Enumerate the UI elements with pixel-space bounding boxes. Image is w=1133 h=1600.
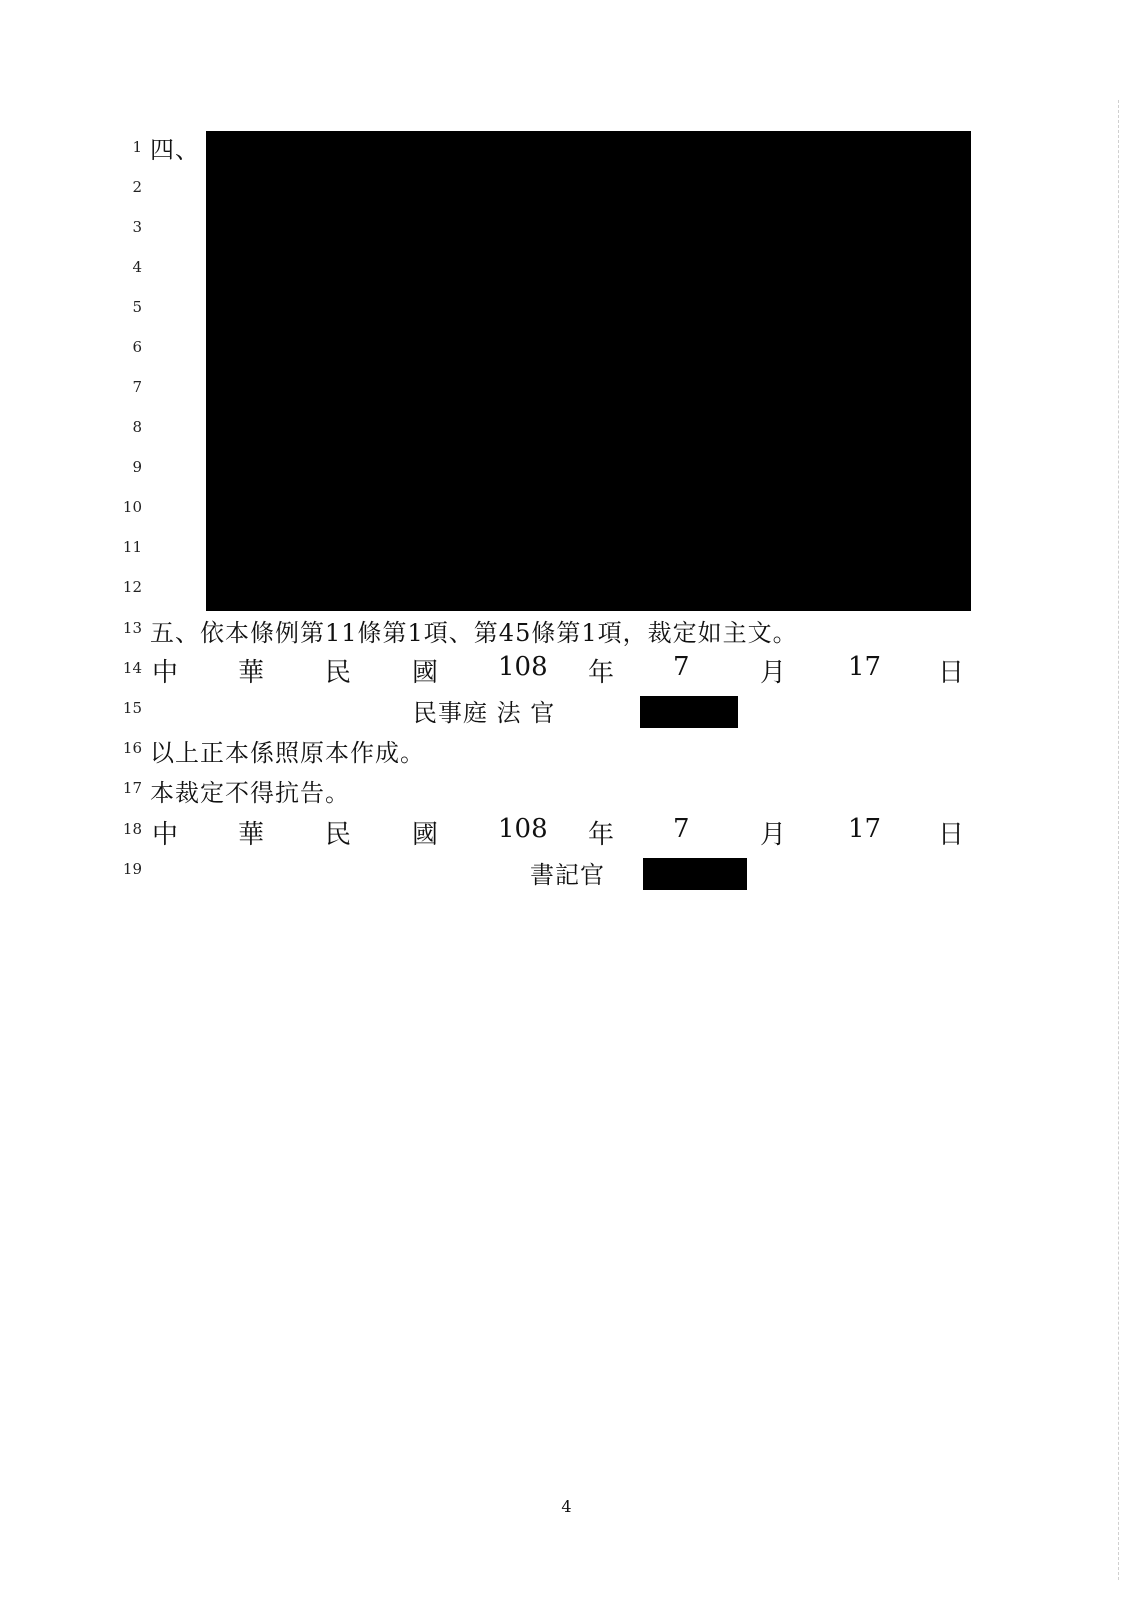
date-month: 7	[673, 652, 690, 682]
certified-copy-note: 以上正本係照原本作成。	[150, 739, 425, 767]
date-year: 108	[498, 652, 548, 682]
date-char: 華	[238, 658, 265, 688]
date-month: 7	[673, 814, 690, 844]
scan-edge-line	[1118, 100, 1119, 1580]
date-day: 17	[848, 814, 882, 844]
date-char: 日	[938, 820, 965, 850]
date-char: 中	[152, 658, 179, 688]
date-char: 中	[152, 820, 179, 850]
line-number: 7	[132, 378, 142, 396]
date-char: 民	[325, 658, 352, 688]
date-year: 108	[498, 814, 548, 844]
date-char: 年	[588, 820, 615, 850]
date-char: 日	[938, 658, 965, 688]
date-char: 華	[238, 820, 265, 850]
date-char: 民	[325, 820, 352, 850]
page-number: 4	[561, 1497, 572, 1516]
line-number: 14	[122, 659, 142, 677]
line-number: 4	[132, 258, 142, 276]
line-number: 10	[122, 498, 142, 516]
clerk-name-redaction	[643, 858, 747, 890]
date-char: 年	[588, 658, 615, 688]
date-char: 國	[412, 820, 439, 850]
line-number: 19	[122, 860, 142, 878]
judge-title: 民事庭 法 官	[413, 699, 556, 727]
line-number: 2	[132, 178, 142, 196]
date-char: 月	[760, 820, 787, 850]
line-number: 6	[132, 338, 142, 356]
line-number: 17	[122, 779, 142, 797]
judge-name-redaction	[640, 696, 738, 728]
line-number: 13	[122, 619, 142, 637]
date-char: 國	[412, 658, 439, 688]
date-day: 17	[848, 652, 882, 682]
date-char: 月	[760, 658, 787, 688]
redaction-block	[206, 131, 971, 611]
item-4-label: 四、	[150, 136, 200, 164]
line-number: 12	[122, 578, 142, 596]
line-number: 8	[132, 418, 142, 436]
line-number: 1	[132, 138, 142, 156]
line-number: 11	[122, 538, 142, 556]
no-appeal-note: 本裁定不得抗告。	[150, 779, 350, 807]
line-number: 18	[122, 820, 142, 838]
line-number: 5	[132, 298, 142, 316]
item-5-text: 五、依本條例第11條第1項、第45條第1項，裁定如主文。	[150, 619, 798, 647]
line-number: 16	[122, 739, 142, 757]
line-number: 15	[122, 699, 142, 717]
line-number: 9	[132, 458, 142, 476]
line-number: 3	[132, 218, 142, 236]
clerk-title: 書記官	[530, 861, 605, 889]
